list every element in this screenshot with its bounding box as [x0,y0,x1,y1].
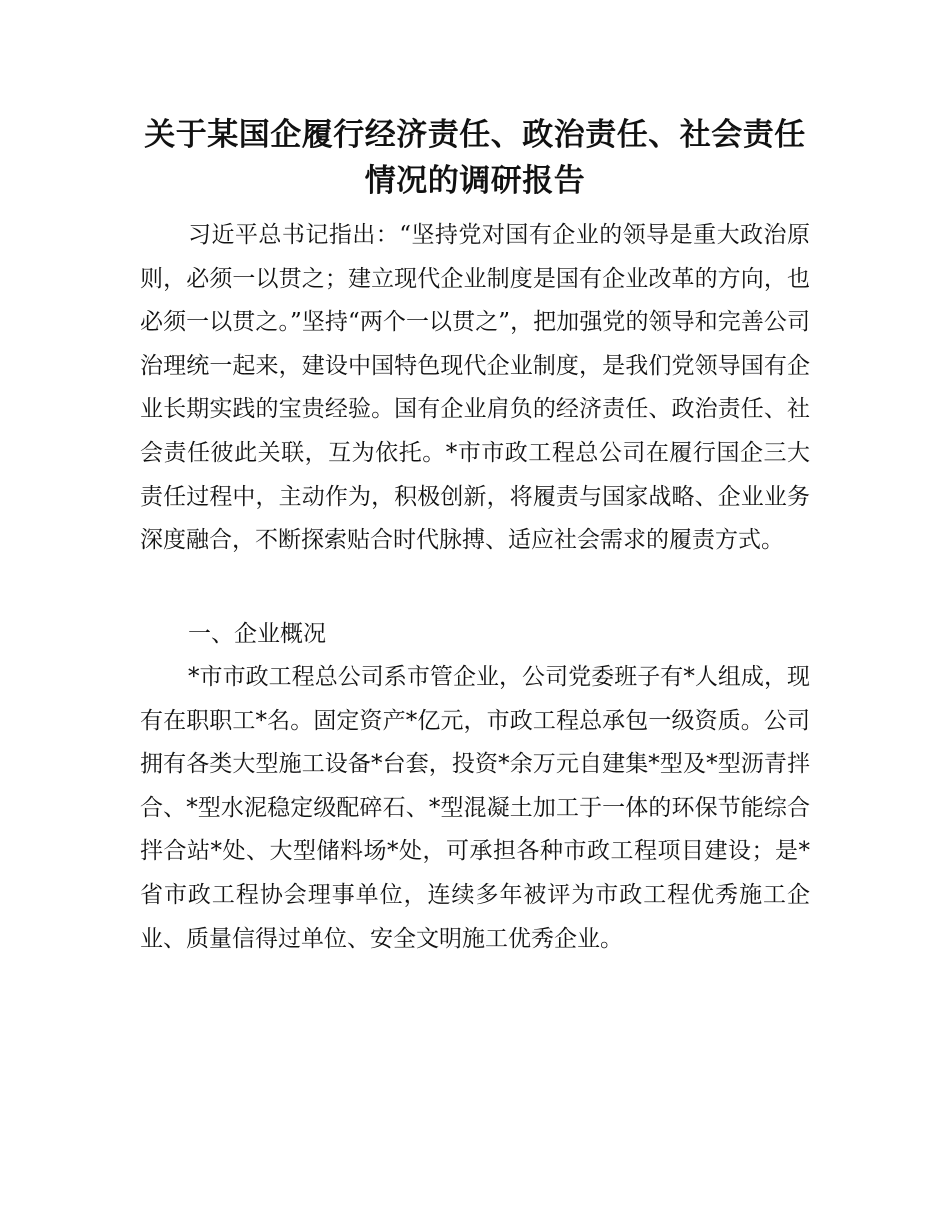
document-title: 关于某国企履行经济责任、政治责任、社会责任情况的调研报告 [144,117,806,199]
section-heading: 一、企业概况 [188,621,326,647]
company-overview-paragraph: *市市政工程总公司系市管企业，公司党委班子有*人组成，现有在职职工*名。固定资产*亿元，市政工程总承包一级资质。公司拥有各类大型施工设备*台套，投资*余万元自建集*型及*型沥青拌合、*型水泥稳定级配碎石、*型混凝土加工于一体的环保节能综合拌合站*处、大型储料场*处，可承担各种市政工程项目建设；是*省市政工程协会理事单位，连续多年被评为市政工程优秀施工企业、质量信得过单位、安全文明施工优秀企业。 [140,664,810,952]
intro-paragraph: 习近平总书记指出：“坚持党对国有企业的领导是重大政治原则，必须一以贯之；建立现代企业制度是国有企业改革的方向，也必须一以贯之。”坚持“两个一以贯之”，把加强党的领导和完善公司治理统一起来，建设中国特色现代企业制度，是我们党领导国有企业长期实践的宝贵经验。国有企业肩负的经济责任、政治责任、社会责任彼此关联，互为依托。*市市政工程总公司在履行国企三大责任过程中，主动作为，积极创新，将履责与国家战略、企业业务深度融合，不断探索贴合时代脉搏、适应社会需求的履责方式。 [140,222,810,554]
